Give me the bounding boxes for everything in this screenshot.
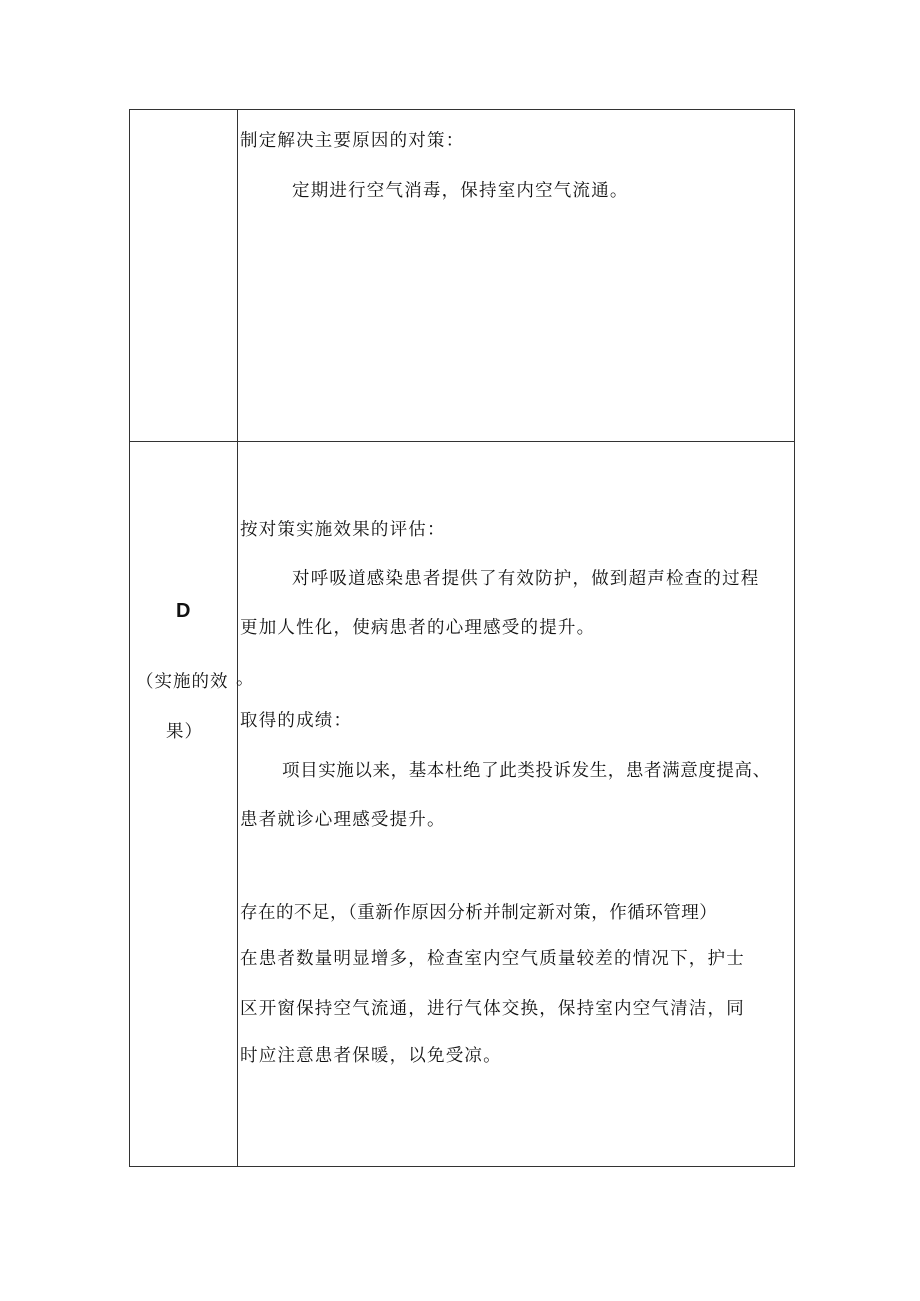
achievement-line1: 项目实施以来，基本杜绝了此类投诉发生，患者满意度提高、 bbox=[282, 761, 771, 781]
deficiency-line3: 时应注意患者保暖，以免受凉。 bbox=[240, 1046, 502, 1066]
countermeasure-body: 定期进行空气消毒，保持室内空气流通。 bbox=[292, 181, 629, 201]
evaluation-line2: 更加人性化，使病患者的心理感受的提升。 bbox=[240, 618, 596, 638]
achievement-heading: 取得的成绩： bbox=[240, 711, 353, 731]
achievement-line2: 患者就诊心理感受提升。 bbox=[240, 810, 446, 830]
stray-period: 。 bbox=[236, 669, 255, 689]
phase-letter: D bbox=[176, 600, 191, 622]
deficiency-heading: 存在的不足，（重新作原因分析并制定新对策，作循环管理） bbox=[240, 903, 718, 923]
row-divider bbox=[130, 441, 794, 442]
countermeasure-heading: 制定解决主要原因的对策： bbox=[240, 131, 465, 151]
evaluation-line1: 对呼吸道感染患者提供了有效防护，做到超声检查的过程 bbox=[292, 569, 760, 589]
deficiency-line2: 区开窗保持空气流通，进行气体交换，保持室内空气清洁，同 bbox=[240, 999, 745, 1019]
pdca-table bbox=[129, 109, 795, 1167]
deficiency-line1: 在患者数量明显增多，检查室内空气质量较差的情况下，护士 bbox=[240, 949, 745, 969]
evaluation-heading: 按对策实施效果的评估： bbox=[240, 520, 446, 540]
phase-label-line2: 果） bbox=[166, 722, 203, 742]
column-divider bbox=[237, 110, 238, 1166]
phase-label-line1: （实施的效 bbox=[136, 672, 229, 692]
